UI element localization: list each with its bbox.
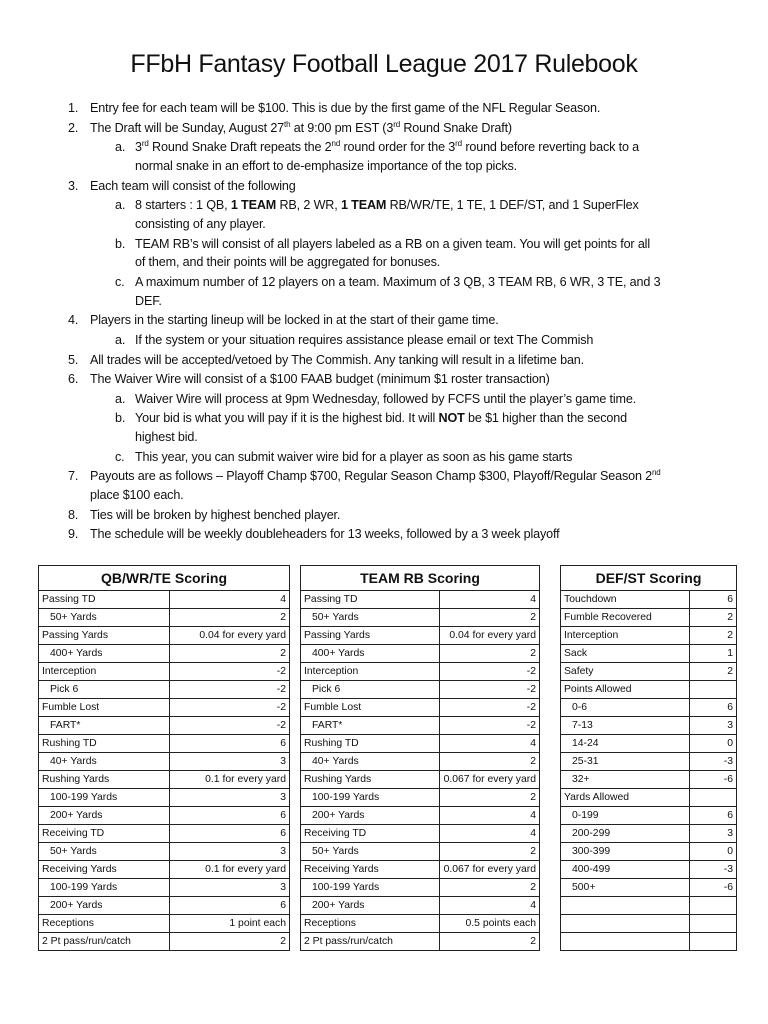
scoring-category: 200+ Yards — [39, 897, 170, 915]
scoring-category: 100-199 Yards — [39, 879, 170, 897]
rule-number: 7. — [68, 469, 79, 484]
rule-line — [0, 448, 768, 467]
table-row — [561, 753, 737, 771]
table-row — [301, 789, 540, 807]
scoring-category: Pick 6 — [301, 681, 440, 699]
scoring-category: Rushing Yards — [301, 771, 440, 789]
scoring-category: Pick 6 — [39, 681, 170, 699]
scoring-points: 2 — [440, 753, 540, 771]
text-segment: Players in the starting lineup will be locked in at the start of their game time. — [90, 313, 499, 328]
rule-number: 1. — [68, 101, 79, 115]
rule-line — [0, 331, 768, 350]
rule-number: 2. — [68, 120, 79, 135]
scoring-points: 2 — [440, 933, 540, 951]
table-row — [561, 771, 737, 789]
scoring-points: 6 — [170, 825, 290, 843]
rule-line — [0, 215, 768, 234]
scoring-points: 4 — [440, 825, 540, 843]
scoring-points: -2 — [170, 699, 290, 717]
scoring-category: 200+ Yards — [301, 807, 440, 825]
scoring-category: Passing TD — [301, 591, 440, 609]
scoring-category: Sack — [561, 645, 690, 663]
scoring-category: 50+ Yards — [301, 609, 440, 627]
scoring-points — [690, 789, 737, 807]
text-segment: 3 — [135, 140, 142, 155]
text-segment: The Draft will be Sunday, August 27 — [90, 120, 285, 135]
scoring-category: 100-199 Yards — [301, 879, 440, 897]
scoring-points: 2 — [690, 627, 737, 645]
table-row — [301, 771, 540, 789]
table-row — [301, 645, 540, 663]
table-row — [39, 879, 290, 897]
scoring-points: 2 — [440, 843, 540, 861]
table-row — [301, 843, 540, 861]
rule-text — [135, 215, 266, 234]
rule-line — [0, 525, 768, 544]
table-row — [561, 645, 737, 663]
scoring-points: 4 — [440, 591, 540, 609]
text-segment: Entry fee for each team will be $100. This is due by the first game of the NFL Regular Season. — [90, 101, 601, 115]
scoring-category: 400+ Yards — [39, 645, 170, 663]
text-segment: highest bid. — [135, 430, 198, 445]
table-row — [561, 879, 737, 897]
superscript: rd — [455, 139, 462, 149]
text-segment: normal snake in an effort to de-emphasize importance of the top picks. — [135, 158, 517, 173]
scoring-category: Receptions — [301, 915, 440, 933]
table-row — [39, 933, 290, 951]
scoring-category: 14-24 — [561, 735, 690, 753]
scoring-category: Receiving TD — [39, 825, 170, 843]
scoring-points: 2 — [440, 645, 540, 663]
table-row — [301, 933, 540, 951]
scoring-points: 2 — [690, 663, 737, 681]
table-row — [561, 609, 737, 627]
bold-text: 1 TEAM — [340, 198, 387, 213]
table-row — [39, 897, 290, 915]
table-row — [39, 627, 290, 645]
scoring-category: Passing TD — [39, 591, 170, 609]
table-row — [561, 627, 737, 645]
text-segment: consisting of any player. — [135, 216, 266, 231]
table-header-row — [561, 566, 737, 591]
table-row — [39, 915, 290, 933]
scoring-points: 3 — [170, 879, 290, 897]
scoring-points: 0 — [690, 735, 737, 753]
scoring-points — [690, 915, 737, 933]
table-row — [39, 825, 290, 843]
rule-number: a. — [115, 198, 126, 213]
scoring-category: 300-399 — [561, 843, 690, 861]
text-segment: DEF. — [135, 293, 162, 308]
table-row — [39, 681, 290, 699]
table-row — [561, 843, 737, 861]
rule-number: a. — [115, 391, 126, 406]
text-segment: This year, you can submit waiver wire bid for a player as soon as his game starts — [135, 449, 573, 464]
rule-text — [90, 467, 661, 486]
rule-line — [0, 370, 768, 389]
scoring-category: 200+ Yards — [301, 897, 440, 915]
scoring-category: 50+ Yards — [301, 843, 440, 861]
scoring-category: Safety — [561, 663, 690, 681]
table-row — [301, 699, 540, 717]
rule-text — [135, 157, 517, 176]
rule-text — [90, 486, 184, 505]
table-title: TEAM RB Scoring — [301, 566, 540, 591]
scoring-category: 400-499 — [561, 861, 690, 879]
scoring-category: 0-199 — [561, 807, 690, 825]
rule-text — [90, 119, 512, 138]
table-row — [561, 699, 737, 717]
rule-number: 4. — [68, 313, 79, 328]
text-segment: Waiver Wire will process at 9pm Wednesday, followed by FCFS until the player’s game time. — [135, 391, 637, 406]
table-header-row — [301, 566, 540, 591]
scoring-points: 2 — [170, 609, 290, 627]
superscript: nd — [331, 139, 341, 149]
rule-text — [90, 351, 584, 370]
bold-text: 1 TEAM — [230, 198, 277, 213]
text-segment: Each team will consist of the following — [90, 178, 296, 193]
scoring-points: -2 — [170, 681, 290, 699]
rule-number: b. — [115, 411, 126, 426]
rule-text — [135, 409, 627, 428]
text-segment: TEAM RB’s will consist of all players labeled as a RB on a given team. You will get points for all — [135, 236, 650, 251]
text-segment: The Waiver Wire will consist of a $100 FAAB budget (minimum $1 roster transaction) — [90, 372, 550, 387]
rule-number: 6. — [68, 372, 79, 387]
rule-number: c. — [115, 274, 125, 289]
table-row — [39, 699, 290, 717]
superscript: rd — [141, 139, 149, 149]
scoring-points: -6 — [690, 771, 737, 789]
page-title: FFbH Fantasy Football League 2017 Rulebook — [130, 50, 638, 78]
scoring-category — [561, 933, 690, 951]
scoring-category: 25-31 — [561, 753, 690, 771]
scoring-category: Fumble Recovered — [561, 609, 690, 627]
scoring-points: -3 — [690, 753, 737, 771]
scoring-category: 2 Pt pass/run/catch — [301, 933, 440, 951]
scoring-points: -2 — [440, 663, 540, 681]
scoring-points: 4 — [440, 807, 540, 825]
scoring-points: 4 — [440, 735, 540, 753]
rule-text — [90, 177, 296, 196]
text-segment: Your bid is what you will pay if it is the highest bid. It will — [135, 411, 439, 426]
table-row — [561, 915, 737, 933]
scoring-points: 0.04 for every yard — [170, 627, 290, 645]
superscript: rd — [393, 119, 401, 129]
table-header-row — [39, 566, 290, 591]
rule-text — [135, 428, 198, 447]
table-row — [39, 843, 290, 861]
scoring-category: 2 Pt pass/run/catch — [39, 933, 170, 951]
scoring-points: 1 — [690, 645, 737, 663]
rule-line — [0, 99, 768, 118]
scoring-category: FART* — [39, 717, 170, 735]
table-row — [39, 645, 290, 663]
scoring-category: Receiving Yards — [301, 861, 440, 879]
rule-text — [135, 292, 162, 311]
table-row — [39, 807, 290, 825]
table-row — [561, 591, 737, 609]
scoring-points: 0.067 for every yard — [440, 771, 540, 789]
scoring-category: 200-299 — [561, 825, 690, 843]
table-row — [39, 609, 290, 627]
text-segment: of them, and their points will be aggregated for bonuses. — [135, 255, 441, 270]
rule-line — [0, 196, 768, 215]
scoring-points: 3 — [170, 843, 290, 861]
rule-line — [0, 486, 768, 505]
text-segment: at 9:00 pm EST (3 — [290, 120, 394, 135]
scoring-points: 3 — [690, 717, 737, 735]
table-row — [301, 627, 540, 645]
table-row — [301, 681, 540, 699]
table-row — [39, 591, 290, 609]
table-row — [301, 897, 540, 915]
scoring-category: 7-13 — [561, 717, 690, 735]
rule-text — [135, 235, 650, 254]
scoring-category — [561, 897, 690, 915]
rule-number: c. — [115, 449, 125, 464]
rule-line — [0, 409, 768, 428]
rule-text — [135, 448, 572, 467]
scoring-category: Interception — [561, 627, 690, 645]
scoring-points: 0.04 for every yard — [440, 627, 540, 645]
scoring-points: 2 — [170, 645, 290, 663]
table-row — [561, 681, 737, 699]
rule-number: a. — [115, 140, 126, 155]
text-segment: round before reverting back to a — [461, 140, 640, 155]
rule-number: 3. — [68, 178, 79, 193]
table-row — [561, 789, 737, 807]
table-row — [301, 591, 540, 609]
rule-number: b. — [115, 236, 126, 251]
scoring-category: 400+ Yards — [301, 645, 440, 663]
scoring-points: -2 — [170, 663, 290, 681]
bold-text: NOT — [438, 411, 465, 426]
rule-line — [0, 138, 768, 157]
rule-line — [0, 119, 768, 138]
text-segment: RB, 2 WR, — [276, 198, 341, 213]
scoring-category: FART* — [301, 717, 440, 735]
rule-line — [0, 177, 768, 196]
scoring-category: Touchdown — [561, 591, 690, 609]
rule-text — [90, 99, 600, 118]
qb-wr-te-scoring-table — [38, 565, 290, 951]
scoring-category: Receiving Yards — [39, 861, 170, 879]
scoring-category: Points Allowed — [561, 681, 690, 699]
scoring-points: 4 — [440, 897, 540, 915]
scoring-category: 100-199 Yards — [39, 789, 170, 807]
scoring-category: Rushing TD — [39, 735, 170, 753]
table-row — [301, 753, 540, 771]
text-segment: A maximum number of 12 players on a team. Maximum of 3 QB, 3 TEAM RB, 6 WR, 3 TE, and 3 — [135, 274, 661, 289]
rule-line — [0, 506, 768, 525]
rule-number: 9. — [68, 527, 79, 542]
scoring-points: 0.1 for every yard — [170, 771, 290, 789]
scoring-points: 3 — [170, 753, 290, 771]
superscript: th — [284, 119, 291, 129]
scoring-points: 2 — [170, 933, 290, 951]
scoring-category: Rushing TD — [301, 735, 440, 753]
table-row — [561, 825, 737, 843]
text-segment: be $1 higher than the second — [464, 411, 627, 426]
scoring-points: 3 — [170, 789, 290, 807]
rule-text — [90, 525, 560, 544]
scoring-points: 6 — [170, 807, 290, 825]
scoring-category: Interception — [39, 663, 170, 681]
table-row — [39, 717, 290, 735]
table-row — [39, 663, 290, 681]
rule-text — [90, 506, 340, 525]
rules-list — [0, 99, 768, 544]
scoring-category: 500+ — [561, 879, 690, 897]
scoring-points: 2 — [690, 609, 737, 627]
scoring-category: Fumble Lost — [301, 699, 440, 717]
scoring-points: -2 — [440, 717, 540, 735]
table-row — [301, 717, 540, 735]
scoring-category: Receptions — [39, 915, 170, 933]
def-st-scoring-table — [560, 565, 737, 951]
scoring-category: 40+ Yards — [301, 753, 440, 771]
rule-text — [135, 196, 639, 215]
text-segment: Round Snake Draft) — [400, 120, 512, 135]
text-segment: Ties will be broken by highest benched player. — [90, 507, 341, 522]
table-row — [301, 825, 540, 843]
rule-line — [0, 467, 768, 486]
scoring-points: 2 — [440, 609, 540, 627]
scoring-points: 0.5 points each — [440, 915, 540, 933]
scoring-points: 3 — [690, 825, 737, 843]
rule-number: 8. — [68, 507, 79, 522]
table-row — [561, 735, 737, 753]
scoring-category: 0-6 — [561, 699, 690, 717]
scoring-points: 4 — [170, 591, 290, 609]
scoring-category: Rushing Yards — [39, 771, 170, 789]
table-row — [301, 609, 540, 627]
table-title: DEF/ST Scoring — [561, 566, 737, 591]
rule-line — [0, 273, 768, 292]
rule-line — [0, 428, 768, 447]
table-row — [301, 807, 540, 825]
rule-line — [0, 390, 768, 409]
table-row — [301, 735, 540, 753]
scoring-category: 32+ — [561, 771, 690, 789]
scoring-points — [690, 681, 737, 699]
text-segment: Round Snake Draft repeats the 2 — [148, 140, 332, 155]
scoring-points: 2 — [440, 879, 540, 897]
superscript: nd — [652, 468, 661, 478]
scoring-category: 100-199 Yards — [301, 789, 440, 807]
text-segment: 8 starters : 1 QB, — [135, 198, 231, 213]
scoring-points: -2 — [440, 699, 540, 717]
text-segment: RB/WR/TE, 1 TE, 1 DEF/ST, and 1 SuperFlex — [386, 198, 639, 213]
rule-line — [0, 292, 768, 311]
text-segment: place $100 each. — [90, 488, 184, 503]
scoring-points — [690, 933, 737, 951]
scoring-points: 6 — [170, 735, 290, 753]
scoring-points: -2 — [440, 681, 540, 699]
scoring-points: 1 point each — [170, 915, 290, 933]
table-row — [39, 789, 290, 807]
text-segment: Payouts are as follows – Playoff Champ $700, Regular Season Champ $300, Playoff/Regular Season 2 — [90, 469, 652, 484]
rule-text — [90, 311, 499, 330]
rule-text — [135, 138, 639, 157]
scoring-category: Receiving TD — [301, 825, 440, 843]
table-row — [39, 861, 290, 879]
rule-line — [0, 311, 768, 330]
text-segment: If the system or your situation requires assistance please email or text The Commish — [135, 332, 594, 347]
table-row — [301, 915, 540, 933]
rule-line — [0, 235, 768, 254]
scoring-points: -3 — [690, 861, 737, 879]
rule-line — [0, 351, 768, 370]
rule-text — [135, 331, 593, 350]
table-row — [301, 861, 540, 879]
text-segment: The schedule will be weekly doubleheaders for 13 weeks, followed by a 3 week playoff — [90, 527, 560, 542]
table-row — [561, 933, 737, 951]
table-row — [561, 861, 737, 879]
table-row — [301, 663, 540, 681]
scoring-points: 6 — [690, 591, 737, 609]
rule-text — [135, 390, 636, 409]
rule-text — [135, 273, 660, 292]
table-row — [561, 663, 737, 681]
scoring-category: 40+ Yards — [39, 753, 170, 771]
table-row — [561, 717, 737, 735]
scoring-points: 2 — [440, 789, 540, 807]
rule-line — [0, 253, 768, 272]
scoring-category: 200+ Yards — [39, 807, 170, 825]
scoring-category: Passing Yards — [39, 627, 170, 645]
scoring-category: Fumble Lost — [39, 699, 170, 717]
scoring-points: 0.1 for every yard — [170, 861, 290, 879]
scoring-category: 50+ Yards — [39, 609, 170, 627]
scoring-points: -2 — [170, 717, 290, 735]
table-row — [301, 879, 540, 897]
scoring-points: 0 — [690, 843, 737, 861]
rule-text — [90, 370, 550, 389]
team-rb-scoring-table — [300, 565, 540, 951]
rule-number: 5. — [68, 352, 79, 367]
table-title: QB/WR/TE Scoring — [39, 566, 290, 591]
scoring-points: 6 — [170, 897, 290, 915]
table-row — [39, 735, 290, 753]
table-row — [561, 807, 737, 825]
scoring-points — [690, 897, 737, 915]
scoring-points: 0.067 for every yard — [440, 861, 540, 879]
text-segment: round order for the 3 — [340, 140, 456, 155]
table-row — [39, 771, 290, 789]
rule-number: a. — [115, 332, 126, 347]
text-segment: All trades will be accepted/vetoed by The Commish. Any tanking will result in a lifetime ban. — [90, 352, 585, 367]
rule-text — [135, 253, 440, 272]
scoring-category: Yards Allowed — [561, 789, 690, 807]
scoring-category — [561, 915, 690, 933]
scoring-category: 50+ Yards — [39, 843, 170, 861]
scoring-category: Passing Yards — [301, 627, 440, 645]
scoring-points: 6 — [690, 807, 737, 825]
table-row — [561, 897, 737, 915]
rule-line — [0, 157, 768, 176]
scoring-points: 6 — [690, 699, 737, 717]
table-row — [39, 753, 290, 771]
scoring-points: -6 — [690, 879, 737, 897]
scoring-category: Interception — [301, 663, 440, 681]
